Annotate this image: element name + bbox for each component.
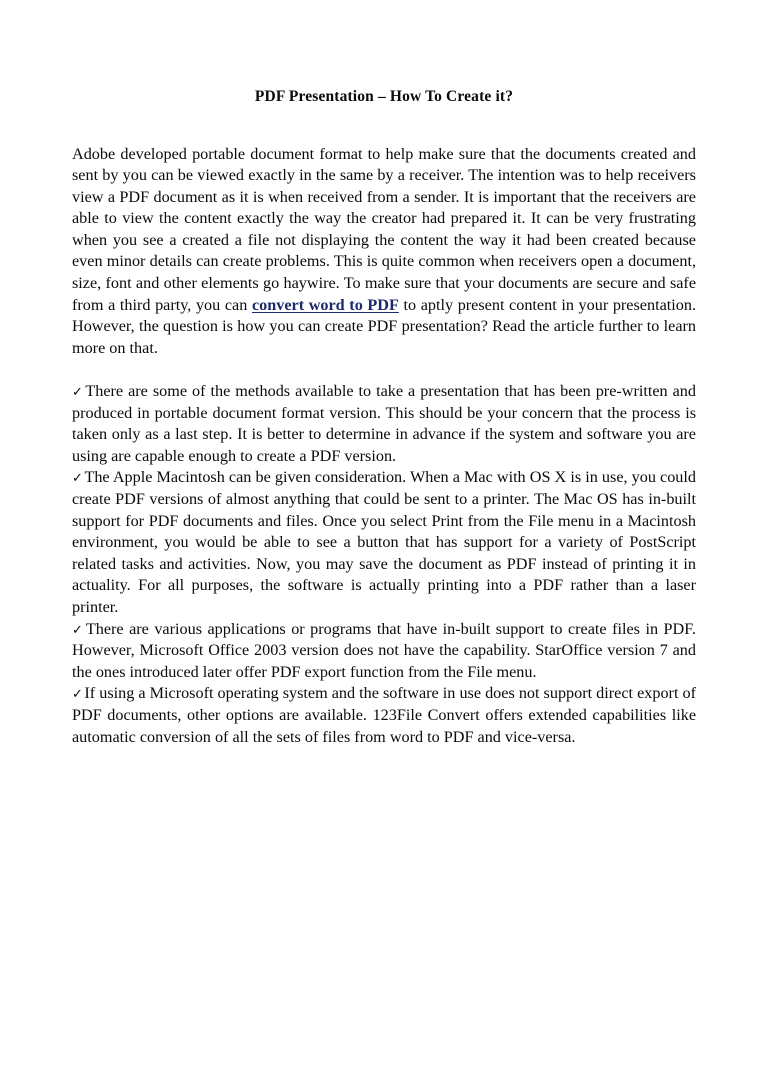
paragraph-list-spacer [72,359,696,381]
intro-paragraph [72,144,696,360]
list-item [72,467,696,618]
list-item [72,683,696,748]
checkmark-icon: ✓ [72,686,83,702]
list-item-text: There are various applications or programs that have in-built support to create files in PDF. However, Microsoft Office 2003 version does not have the capability. StarOffice version 7 and the ones introduced later offer PDF export function from the File menu. [72,619,696,681]
list-item-text: There are some of the methods available to take a presentation that has been pre-written and produced in portable document format version. This should be your concern that the process is taken only as a last step. It is better to determine in advance if the system and software you are using are capable enough to create a PDF version. [72,382,696,465]
convert-word-to-pdf-link[interactable]: convert word to PDF [251,295,399,314]
list-item-text: The Apple Macintosh can be given consideration. When a Mac with OS X is in use, you could create PDF versions of almost anything that could be sent to a printer. The Mac OS has in-built support for PDF documents and files. Once you select Print from the File menu in a Macintosh environment, you would be able to see a button that has support for a variety of PostScript related tasks and activities. Now, you may save the document as PDF instead of printing it in actuality. For all purposes, the software is actually printing into a PDF rather than a laser printer. [72,468,696,616]
page-title: PDF Presentation – How To Create it? [254,88,514,105]
checkmark-icon: ✓ [72,470,83,486]
page-content-area [72,86,696,748]
checkmark-icon: ✓ [72,384,84,400]
list-item-text: If using a Microsoft operating system and the software in use does not support direct export of PDF documents, other options are available. 123File Convert offers extended capabilities like automatic conversion of all the sets of files from word to PDF and vice-versa. [72,684,696,746]
list-item [72,619,696,684]
title-body-spacer [72,108,696,144]
checkmark-bullet-list [72,381,696,748]
intro-text-after-link: to aptly present content in your presentation. However, the question is how you can create PDF presentation? Read the article further to learn more on that. [72,295,696,357]
checkmark-icon: ✓ [72,621,85,637]
list-item [72,381,696,467]
intro-text-before-link: Adobe developed portable document format to help make sure that the documents created and sent by you can be viewed exactly in the same by a receiver. The intention was to help receivers view a PDF document as it is when received from a sender. It is important that the receivers are able to view the content exactly the way the creator had prepared it. It can be very frustrating when you see a created a file not displaying the content the way it had been created because even minor details can create problems. This is quite common when receivers open a document, size, font and other elements go haywire. To make sure that your documents are secure and safe from a third party, you can [72,144,696,314]
